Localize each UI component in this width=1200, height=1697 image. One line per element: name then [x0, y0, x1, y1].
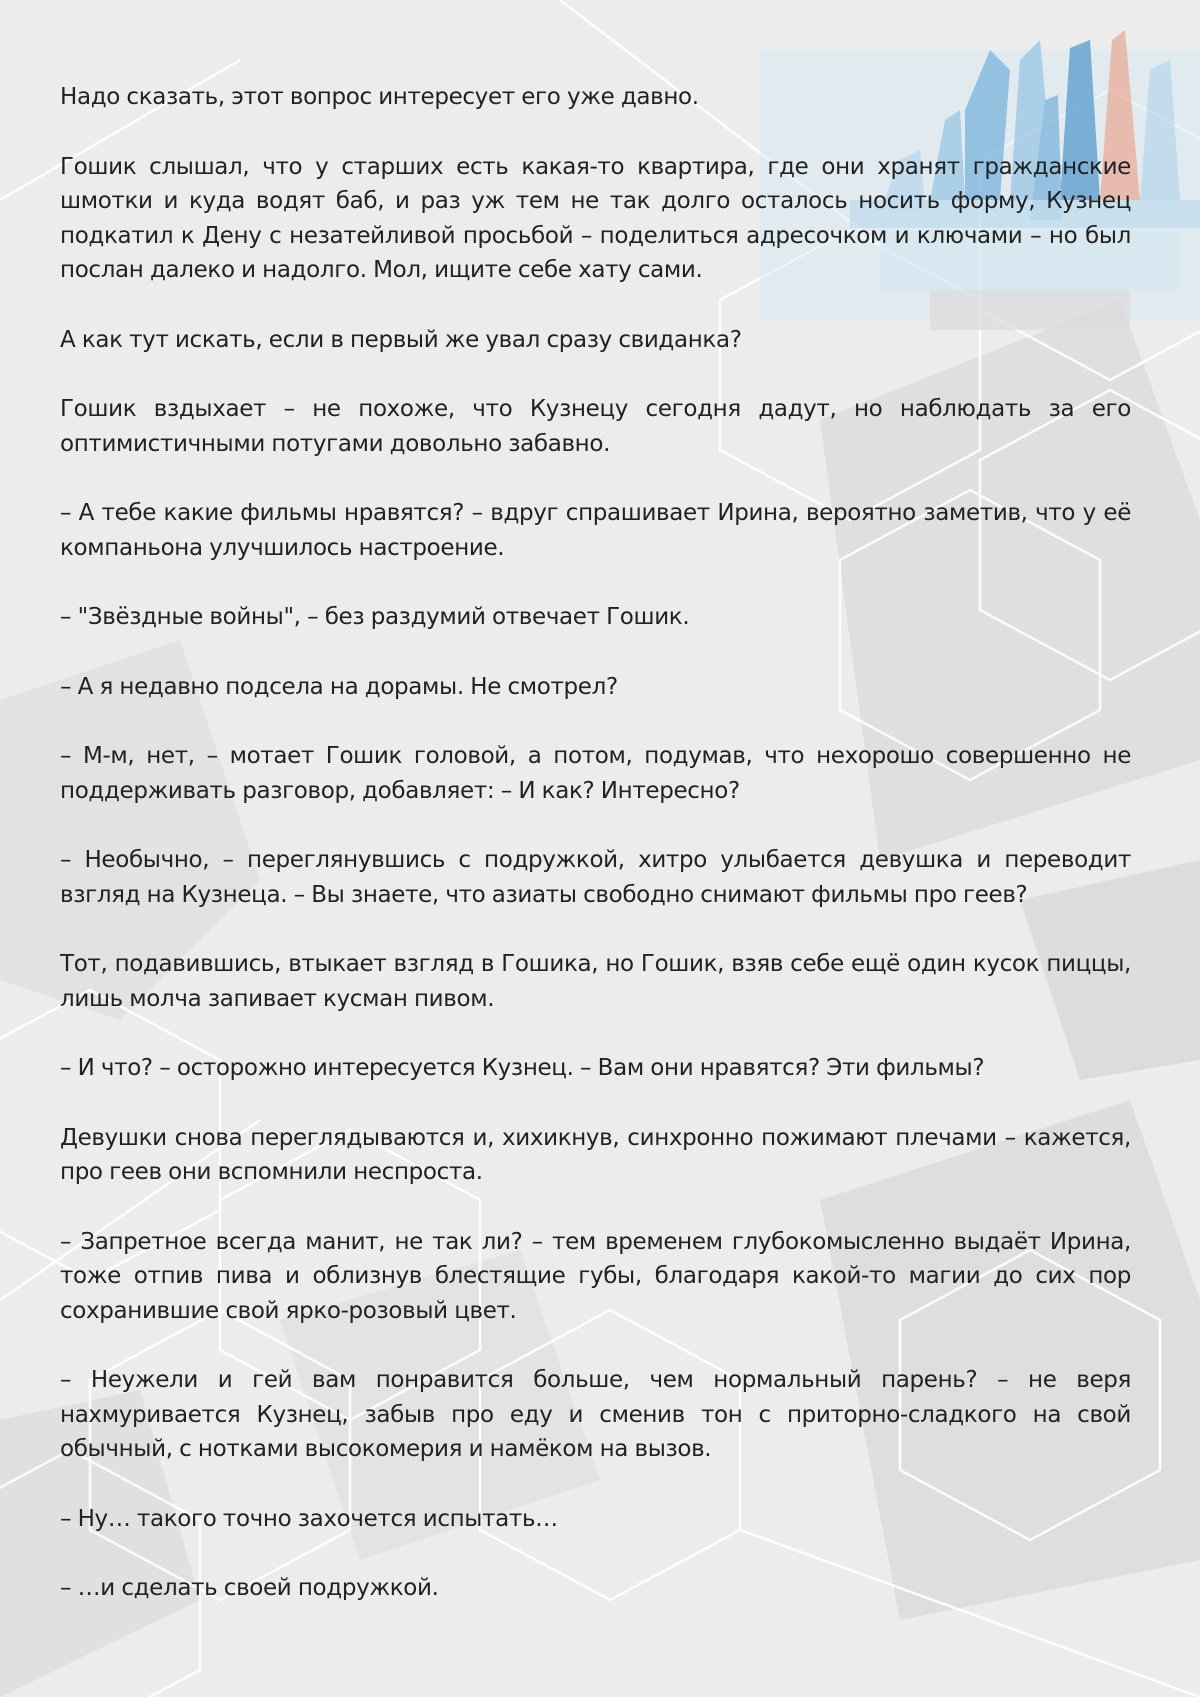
paragraph: – Запретное всегда манит, не так ли? – тем временем глубокомысленно выдаёт Ирина, тоже отпив пива и облизнув блестящие губы, благодаря какой-то магии до сих пор сохранившие свой ярко-розовый цвет.: [60, 1228, 1131, 1324]
paragraph: Гошик слышал, что у старших есть какая-то квартира, где они хранят гражданские шмотки и куда водят баб, и раз уж тем не так долго осталось носить форму, Кузнец подкатил к Дену с незатейливой просьбой – поделиться адресочком и ключами – но был послан далеко и надолго. Мол, ищите себе хату сами.: [60, 153, 1131, 283]
paragraph: – Ну… такого точно захочется испытать…: [60, 1505, 558, 1532]
story-text: [60, 80, 1131, 1641]
paragraph: – А тебе какие фильмы нравятся? – вдруг спрашивает Ирина, вероятно заметив, что у её компаньона улучшилось настроение.: [60, 500, 1131, 561]
paragraph: – Необычно, – переглянувшись с подружкой, хитро улыбается девушка и переводит взгляд на Кузнеца. – Вы знаете, что азиаты свободно снимают фильмы про геев?: [60, 847, 1131, 908]
paragraph: – И что? – осторожно интересуется Кузнец. – Вам они нравятся? Эти фильмы?: [60, 1055, 985, 1081]
paragraph: Тот, подавившись, втыкает взгляд в Гошика, но Гошик, взяв себе ещё один кусок пиццы, лишь молча запивает кусман пивом.: [60, 951, 1131, 1012]
paragraph: Надо сказать, этот вопрос интересует его уже давно.: [60, 84, 699, 110]
paragraph: – "Звёздные войны", – без раздумий отвечает Гошик.: [60, 604, 690, 630]
paragraph: – …и сделать своей подружкой.: [60, 1575, 439, 1601]
paragraph: – М-м, нет, – мотает Гошик головой, а потом, подумав, что нехорошо совершенно не поддерживать разговор, добавляет: – И как? Интересно?: [60, 743, 1131, 804]
paragraph: А как тут искать, если в первый же увал сразу свиданка?: [60, 326, 742, 353]
paragraph: – А я недавно подсела на дорамы. Не смотрел?: [60, 673, 618, 700]
paragraph: Девушки снова переглядываются и, хихикнув, синхронно пожимают плечами – кажется, про геев они вспомнили неспроста.: [60, 1124, 1131, 1185]
paragraph: – Неужели и гей вам понравится больше, чем нормальный парень? – не веря нахмуривается Кузнец, забыв про еду и сменив тон с приторно-сладкого на свой обычный, с нотками высокомерия и намёком на вызов.: [60, 1367, 1131, 1462]
paragraph: Гошик вздыхает – не похоже, что Кузнецу сегодня дадут, но наблюдать за его оптимистичными потугами довольно забавно.: [60, 396, 1131, 457]
